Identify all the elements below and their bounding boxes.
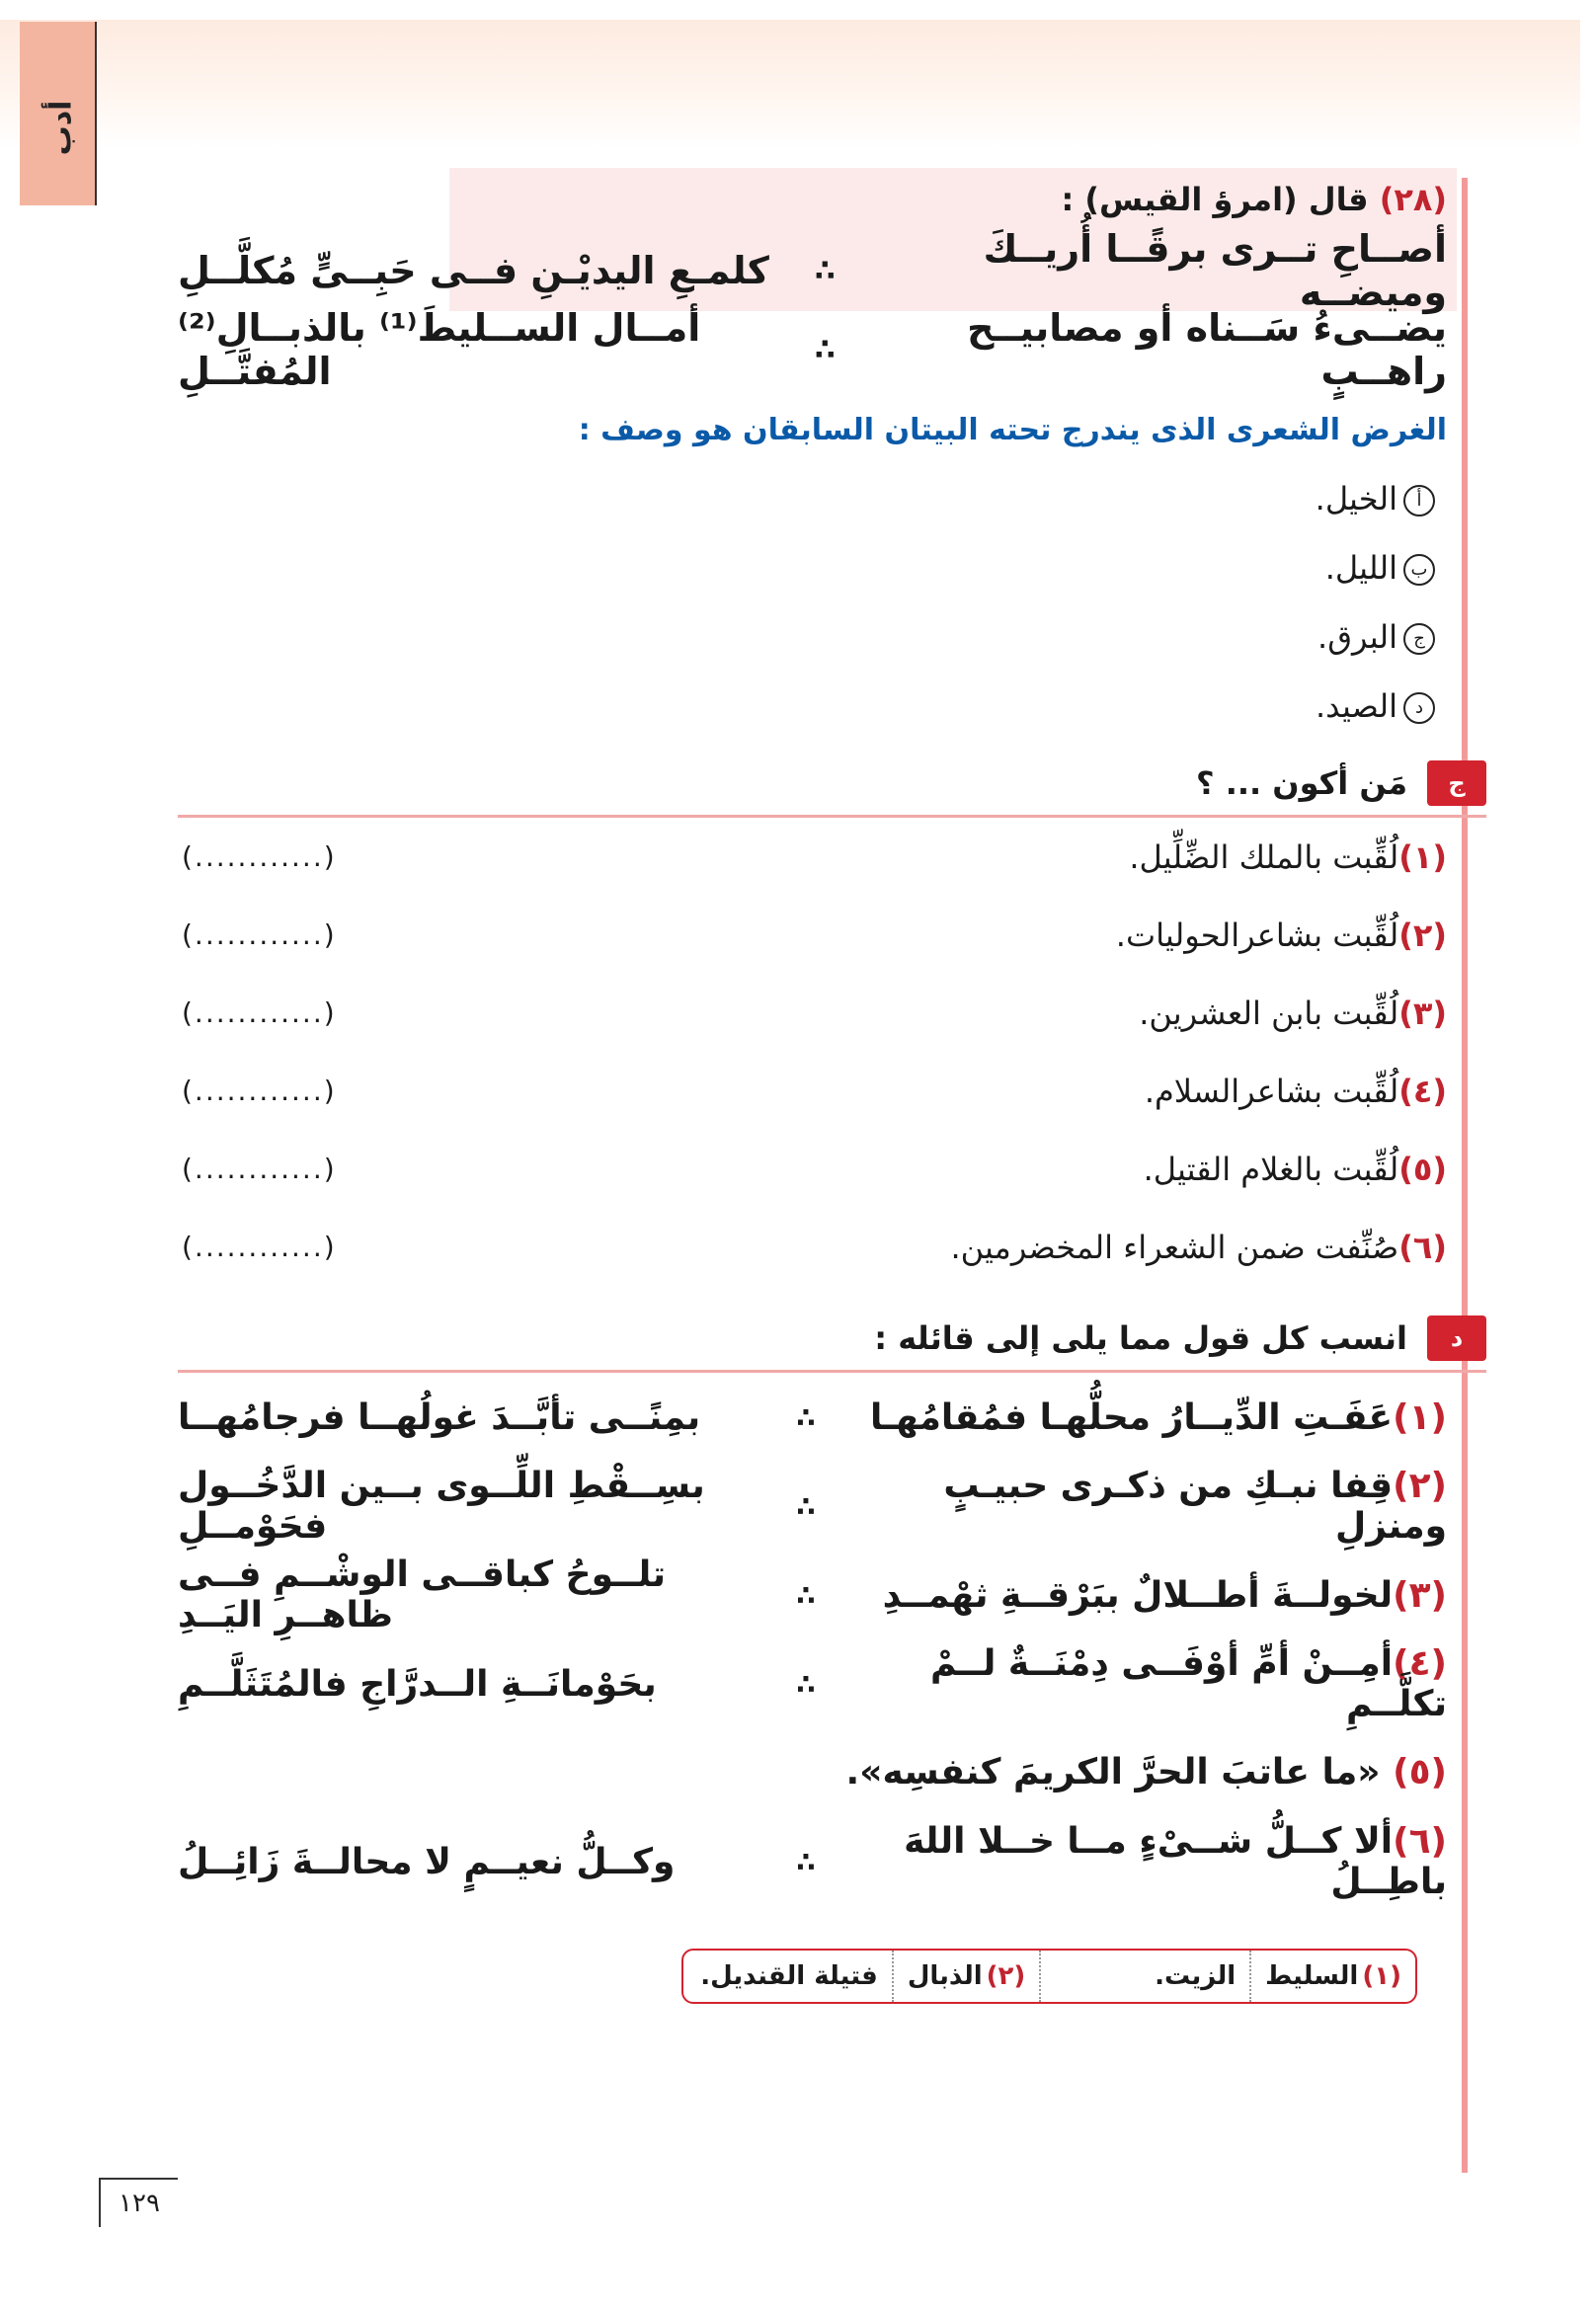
list-item — [178, 1130, 1447, 1208]
answer-blank[interactable]: (............) — [182, 918, 337, 951]
item-number: (٢) — [1398, 916, 1447, 954]
item-number: (١) — [1393, 1396, 1447, 1438]
quote-item — [178, 1728, 1447, 1817]
quote-item — [178, 1639, 1447, 1728]
section-badge: د — [1427, 1315, 1486, 1361]
page-number: ١٢٩ — [99, 2178, 178, 2227]
item-number: (٣) — [1393, 1574, 1447, 1616]
verse-first-half: ألا كــلُّ شــىْءٍ مــا خــلا اللهَ باطِــلُ — [904, 1821, 1447, 1902]
section-d-header — [178, 1304, 1464, 1373]
verse-separator: ∴ — [796, 1667, 816, 1701]
answer-blank[interactable]: (............) — [182, 1153, 337, 1185]
footnote-term — [1249, 1951, 1415, 2002]
item-number: (٥) — [1398, 1150, 1447, 1188]
verse-line — [178, 306, 1447, 393]
question-intro-text: قال (امرؤ القيس) : — [1061, 181, 1369, 218]
footnote-meaning — [1041, 1951, 1249, 2002]
footnote-meaning — [683, 1951, 892, 2002]
section-badge: ج — [1427, 760, 1486, 806]
item-text: لُقِّبت بابن العشرين. — [1139, 994, 1399, 1032]
quote-item — [178, 1817, 1447, 1906]
item-number: (٦) — [1398, 1228, 1447, 1266]
list-item — [178, 1208, 1447, 1286]
verse-separator: ∴ — [796, 1845, 816, 1878]
footnote-term-text: السليط — [1265, 1961, 1359, 1991]
item-number: (٥) — [1393, 1752, 1447, 1793]
footnote-number: (٢) — [986, 1961, 1026, 1991]
option-text: الخيل. — [1315, 480, 1397, 518]
verse-second-half: بمِنًــى تأبَّــدَ غولُهــا فرجامُهــا — [178, 1396, 701, 1438]
option-letter: ج — [1403, 623, 1435, 655]
footnotes-box — [681, 1949, 1417, 2004]
item-number: (٦) — [1393, 1821, 1447, 1862]
header-band — [0, 20, 1580, 148]
option-d[interactable] — [178, 672, 1447, 741]
section-title: مَن أكون ... ؟ — [1195, 764, 1407, 802]
quote-text: «ما عاتبَ الحرَّ الكريمَ كنفسِه». — [845, 1752, 1381, 1793]
section-title: انسب كل قول مما يلى إلى قائله : — [874, 1319, 1407, 1357]
quote-item — [178, 1551, 1447, 1639]
verse-second-half: بحَوْمانَــةِ الــدرَّاجِ فالمُتَثَلَّــمِ — [178, 1663, 657, 1705]
item-text: صُنِّفت ضمن الشعراء المخضرمين. — [950, 1228, 1399, 1266]
footnote-term — [892, 1951, 1041, 2002]
quote-item — [178, 1373, 1447, 1462]
question-stem: الغرض الشعرى الذى يندرج تحته البيتان السابقان هو وصف : — [578, 413, 1447, 447]
option-letter: ب — [1403, 554, 1435, 586]
answer-blank[interactable]: (............) — [182, 1075, 337, 1107]
item-number: (٣) — [1398, 994, 1447, 1032]
verse-first-half: أمِــنْ أمِّ أوْفَــى دِمْنَــةٌ لــمْ تكلَّــمِ — [930, 1643, 1447, 1724]
list-item — [178, 1052, 1447, 1130]
item-text: لُقِّبت بشاعرالسلام. — [1144, 1072, 1399, 1110]
verse-separator: ∴ — [814, 253, 836, 288]
answer-blank[interactable]: (............) — [182, 840, 337, 873]
question-28-intro — [178, 168, 1447, 231]
question-number: (٢٨) — [1379, 181, 1447, 218]
verse-second-half: تلــوحُ كباقــى الوشْــمِ فــى ظاهــرِ اليَــدِ — [178, 1554, 666, 1635]
option-b[interactable] — [178, 533, 1447, 602]
option-text: الصيد. — [1315, 687, 1397, 725]
verse-first-half: لخولــةَ أطــلالٌ ببَرْقــةِ ثهْمــدِ — [882, 1574, 1394, 1616]
verse-second-half: بسِــقْطِ اللِّــوى بــين الدَّخُــول فحَوْمــلِ — [178, 1466, 705, 1547]
item-number: (٤) — [1398, 1072, 1447, 1110]
option-c[interactable] — [178, 602, 1447, 672]
item-text: لُقِّبت بالغلام القتيل. — [1143, 1150, 1399, 1188]
option-text: البرق. — [1317, 618, 1397, 656]
verse-separator: ∴ — [796, 1400, 816, 1434]
footnote-number: (١) — [1362, 1961, 1401, 1991]
footnote-meaning-text: الزيت. — [1155, 1961, 1237, 1991]
item-number: (١) — [1398, 837, 1447, 876]
item-text: لُقِّبت بالملك الضِّلِّيل. — [1129, 837, 1399, 876]
verse-second-half: كلمـعِ اليديْـنِ فــى حَبِــىٍّ مُكلَّــلِ — [178, 249, 769, 292]
quote-item — [178, 1462, 1447, 1551]
chapter-tab — [20, 22, 97, 205]
verse-separator: ∴ — [814, 332, 836, 367]
verse-second-half: وكــلُّ نعيــمٍ لا محالــةَ زَائِــلُ — [178, 1841, 676, 1882]
option-a[interactable] — [178, 464, 1447, 533]
list-item — [178, 818, 1447, 896]
verse-first-half: عَفَـتِ الدِّيــارُ محلُّهـا فمُقامُهـا — [870, 1396, 1394, 1438]
answer-blank[interactable]: (............) — [182, 996, 337, 1029]
chapter-tab-label: أدب — [43, 100, 79, 156]
verse-separator: ∴ — [796, 1578, 816, 1612]
list-item — [178, 896, 1447, 974]
verse-separator: ∴ — [796, 1489, 816, 1523]
section-j-header — [178, 749, 1466, 818]
verse-first-half: قِفا نبـكِ من ذكـرى حبيـبٍ ومنزلِ — [943, 1466, 1447, 1547]
item-number: (٤) — [1393, 1643, 1447, 1684]
item-text: لُقِّبت بشاعرالحوليات. — [1115, 916, 1399, 954]
list-item — [178, 974, 1447, 1052]
verse-second-half: أمــال الســليطَ⁽¹⁾ بالذبــالِ⁽²⁾ المُفتَّــلِ — [178, 306, 701, 393]
answer-blank[interactable]: (............) — [182, 1231, 337, 1263]
footnote-meaning-text: فتيلة القنديل. — [700, 1961, 878, 1991]
section-underline — [178, 1370, 1486, 1373]
verse-line — [178, 227, 1447, 314]
verse-first-half: يضــىءُ سَــناه أو مصابيــح راهــبٍ — [967, 306, 1447, 393]
page-content — [178, 168, 1466, 1906]
option-letter: د — [1403, 692, 1435, 724]
option-text: الليل. — [1324, 549, 1397, 587]
verse-first-half: أصــاحِ تــرى برقًــا أُريــكَ وميضــه — [983, 227, 1447, 314]
margin-rule — [1462, 178, 1468, 2173]
option-letter: أ — [1403, 485, 1435, 517]
item-number: (٢) — [1393, 1466, 1447, 1506]
footnote-term-text: الذبال — [907, 1961, 983, 1991]
section-underline — [178, 815, 1486, 818]
